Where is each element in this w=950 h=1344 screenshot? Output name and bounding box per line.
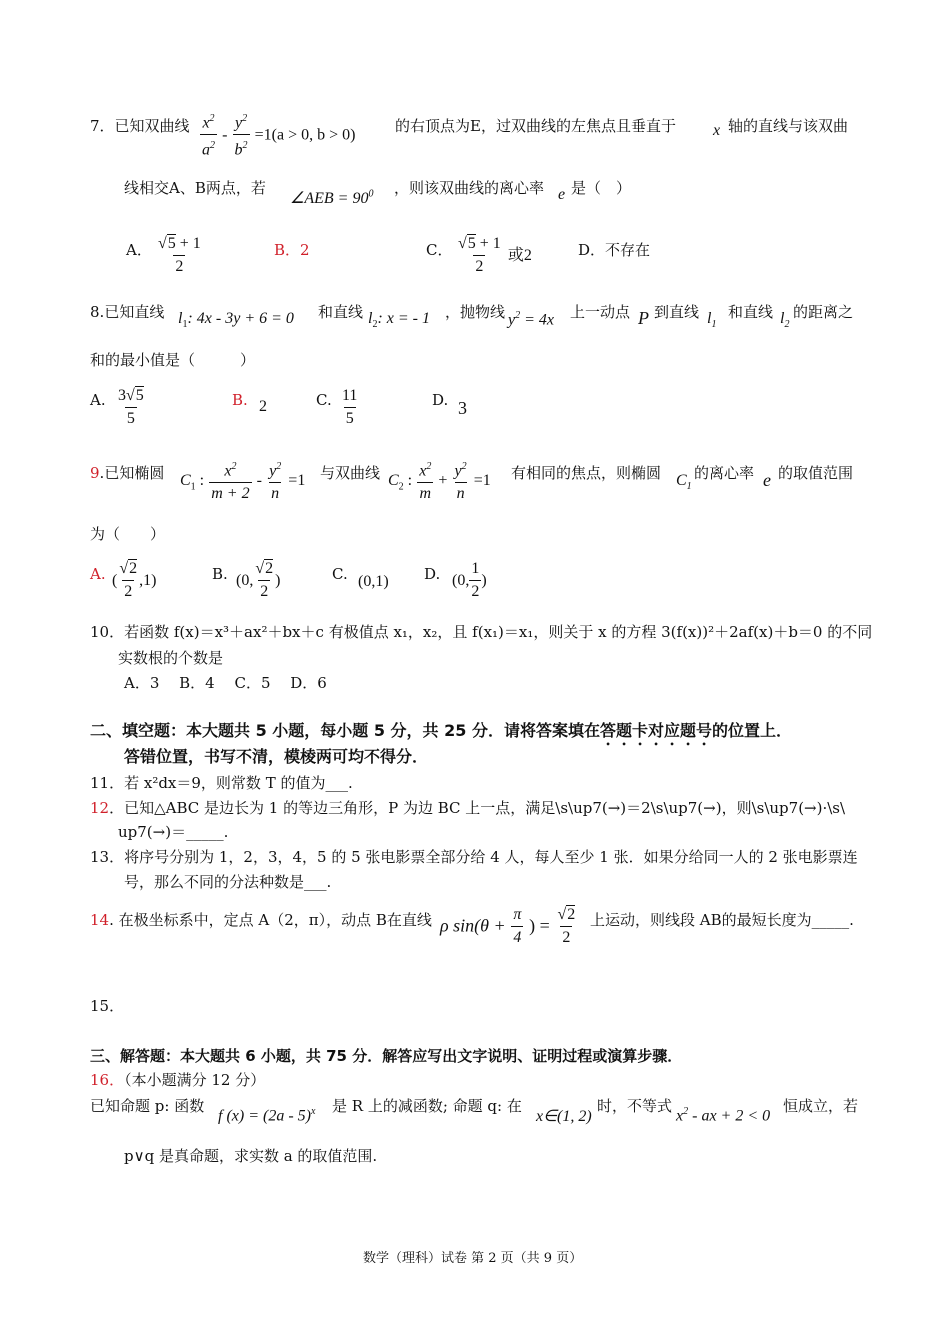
q9-number: 9: [90, 464, 100, 482]
q9-ellipse-equation: $C_1$ : $\frac{x^2}{m + 2}$ - $\frac{y^2}{n}$ =1: [180, 456, 305, 505]
q8-text5: 到直线: [654, 303, 700, 321]
q8-text7: 的距离之: [793, 303, 854, 321]
q7-eq-tail: =1(a > 0, b > 0): [254, 126, 356, 144]
q8-option-a: A.: [90, 391, 106, 409]
q7-line2a: 线相交A、B两点，若: [124, 179, 266, 197]
q7-option-d: D．不存在: [578, 241, 651, 259]
q7-text2: 的右顶点为E，过双曲线的左焦点且垂直于: [395, 117, 676, 135]
q8-point-p: P: [638, 308, 649, 328]
q7-line2b: ，则该双曲线的离心率: [394, 179, 545, 197]
q8-parabola: $y^2 = 4x$: [508, 310, 555, 329]
q9-option-c-value: (0,1): [358, 573, 389, 590]
q7-option-a: A．: [126, 241, 152, 259]
q16-number: 16．: [90, 1071, 125, 1089]
q16-line2: p∨q 是真命题，求实数 a 的取值范围.: [124, 1147, 378, 1165]
q9-text5: 的取值范围: [778, 464, 854, 482]
q9-text3: 有相同的焦点，则椭圆: [511, 464, 662, 482]
q7-hyperbola-equation: $\frac{x^2}{a^2}$ - $\frac{y^2}{b^2}$ =1(a > 0, b > 0): [200, 108, 355, 162]
q7-number: 7．: [90, 117, 115, 135]
q7-var-e: e: [558, 186, 566, 203]
q16-text4: 恒成立，若: [783, 1097, 859, 1115]
q11: 11．若 x²dx＝9，则常数 T 的值为___.: [90, 774, 353, 792]
q8-text4: 上一动点: [570, 303, 631, 321]
q13-line1: 13．将序号分别为 1，2，3，4，5 的 5 张电影票全部分给 4 人，每人至少 1 张．如果分给同一人的 2 张电影票连: [90, 848, 858, 866]
section2-heading-line2: 答错位置，书写不清，模棱两可均不得分．: [124, 747, 429, 766]
q7-line1: [90, 116, 190, 136]
q9-option-c: C.: [332, 565, 348, 583]
q8-text6: 和直线: [728, 303, 774, 321]
q15: 15．: [90, 997, 125, 1015]
q9-hyperbola-equation: $C_2$ : $\frac{x^2}{m}$ + $\frac{y^2}{n}$ =1: [388, 456, 491, 505]
q16-interval: x∈(1, 2): [536, 1108, 592, 1125]
q9-option-d: D.: [424, 565, 441, 583]
q8-option-c-value: $\frac{11}{5}$: [340, 385, 359, 430]
q14-line-start: 14. 在极坐标系中，定点 A（2，π），动点 B在直线: [90, 911, 432, 929]
q8-line-l1: $l_1$: 4x - 3y + 6 = 0: [178, 310, 294, 331]
q8-option-a-value: $\frac{3√5}{5}$: [116, 385, 146, 430]
q12-number: 12: [90, 799, 110, 817]
q7-option-c-value: $\frac{√5 + 1}{2}$ 或2: [456, 233, 532, 278]
q9-line1-start: 9.已知椭圆: [90, 464, 165, 482]
q7-option-a-value: $\frac{√5 + 1}{2}$: [156, 233, 203, 278]
section2-heading: 二、填空题：本大题共 5 小题，每小题 5 分，共 25 分．请将答案填在答题卡对应题号的位置上．: [90, 721, 792, 740]
q8-text2: 和直线: [318, 303, 364, 321]
q7-text3: 轴的直线与该双曲: [728, 117, 849, 135]
q16-text3: 时，不等式: [597, 1097, 673, 1115]
q8-option-b-value: 2: [259, 398, 267, 415]
q8-l1-ref: $l_1$: [707, 310, 717, 331]
q12-line2: up7(→)＝_____.: [118, 823, 229, 841]
q7-option-c: C．: [426, 241, 453, 259]
q7-line1-rest: [395, 116, 676, 136]
q14-polar-equation: ρ sin(θ + $\frac{\pi}{4}$ ) = $\frac{√2}{2}$: [440, 904, 577, 949]
q8-option-b: B.: [232, 391, 248, 409]
q7-var-x: x: [713, 122, 721, 139]
q14-text2: 上运动，则线段 AB的最短长度为_____.: [590, 911, 854, 929]
section2-emphasis: 答题卡对应题号: [599, 721, 712, 740]
q10-line2: 实数根的个数是: [118, 649, 224, 667]
q8-option-d: D.: [432, 391, 449, 409]
q7-text1: 已知双曲线: [114, 117, 190, 135]
q9-text4: 的离心率: [694, 464, 755, 482]
q9-option-a-value: ( $\frac{√2}{2}$ ,1): [112, 558, 156, 603]
q7-angle: ∠AEB = $90^0$: [290, 188, 374, 207]
q16-heading: 16．（本小题满分 12 分）: [90, 1071, 266, 1089]
page-footer: 数学（理科）试卷 第 2 页（共 9 页）: [363, 1251, 583, 1266]
q9-text2: 与双曲线: [320, 464, 381, 482]
q8-l2-ref: $l_2$: [780, 310, 790, 331]
section3-heading: 三、解答题：本大题共 6 小题，共 75 分．解答应写出文字说明、证明过程或演算步骤．: [90, 1047, 683, 1065]
q12-line1: 12．已知△ABC 是边长为 1 的等边三角形，P 为边 BC 上一点，满足\s\up7(→)＝2\s\up7(→)，则\s\up7(→)·\s\: [90, 799, 846, 817]
q8-option-d-value: 3: [458, 398, 467, 418]
q14-number: 14: [90, 911, 110, 929]
q7-option-b: B．2: [274, 241, 310, 259]
q10-options: A．3 B．4 C．5 D．6: [124, 674, 327, 692]
q16-text2: 是 R 上的减函数; 命题 q: 在: [332, 1097, 522, 1115]
q9-line2: 为（ ）: [90, 525, 166, 543]
q10-line1: 10．若函数 f(x)＝x³＋ax²＋bx＋c 有极值点 x₁，x₂，且 f(x₁)＝x₁，则关于 x 的方程 3(f(x))²＋2af(x)＋b＝0 的不同: [90, 623, 873, 641]
q9-c1-ref: $C_1$: [676, 472, 692, 493]
q9-option-b-value: (0, $\frac{√2}{2}$ ): [236, 558, 280, 603]
q8-line2: 和的最小值是（ ）: [90, 351, 256, 369]
q8-line1-start: 8.已知直线: [90, 303, 165, 321]
q8-text3: ，抛物线: [445, 303, 506, 321]
q13-line2: 号，那么不同的分法种数是___.: [124, 873, 332, 891]
q8-line-l2: $l_2$: x = - 1: [368, 310, 431, 331]
q9-option-a: A.: [90, 565, 106, 583]
q16-function: f (x) = (2a - 5)$^x$: [218, 1106, 316, 1125]
q9-option-d-value: (0, $\frac{1}{2}$ ): [452, 558, 487, 603]
q7-frac-y: $\frac{y^2}{b^2}$: [233, 108, 250, 162]
q9-var-e: e: [763, 470, 771, 490]
q16-text1: 已知命题 p: 函数: [90, 1097, 205, 1115]
q9-option-b: B.: [212, 565, 228, 583]
q7-line2c: 是（ ）: [571, 179, 632, 197]
q8-option-c: C.: [316, 391, 332, 409]
q16-inequality: $x^2$ - ax + 2 < 0: [676, 1106, 771, 1125]
q7-frac-x: $\frac{x^2}{a^2}$: [200, 108, 217, 162]
